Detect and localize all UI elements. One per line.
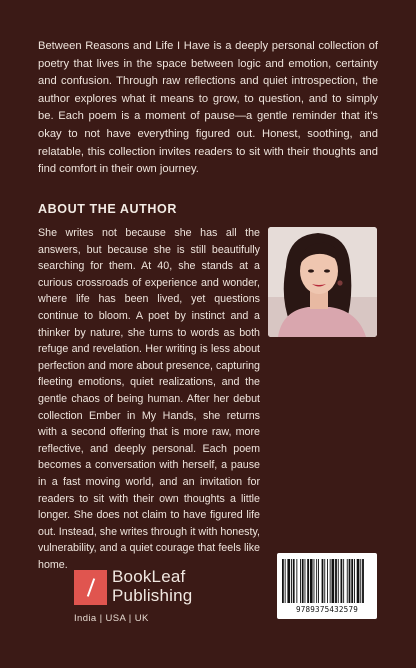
isbn-number: 9789375432579 (295, 605, 359, 614)
about-the-author-heading: ABOUT THE AUTHOR (38, 202, 177, 216)
publisher-logo-mark (74, 570, 107, 605)
author-bio: She writes not because she has all the answers, but because she is still beautifully searching for them. At 40, she stands at a curious crossroads of experience and wonder, where life has been lived, yet questions continue to bloom. A poet by instinct and a thinker by nature, she turns to words as both refuge and revelation. Her writing is less about perfection and more about presence, capturing fleeting emotions, quiet realizations, and the gentle chaos of being human. After her debut collection Ember in My Hands, she returns with a second offering that is more raw, more reflective, and deeply personal. Each poem becomes a conversation with herself, a pause in a fast moving world, and an invitation for readers to sit with their own thoughts a little longer. She does not claim to have figured life out. Instead, she writes through it with honesty, vulnerability, and a quiet courage that feels like home. (38, 227, 260, 571)
publisher-logo (74, 566, 204, 626)
book-description: Between Reasons and Life I Have is a deeply personal collection of poetry that lives in the space between logic and emotion, certainty and confusion. Through raw reflections and quiet introspection, the author explores what it means to grow, to question, and to simply be. Each poem is a moment of pause—a gentle reminder that it’s okay to not have everything figured out. Honest, soothing, and relatable, this collection invites readers to sit with their thoughts and find comfort in their own journey. (38, 40, 378, 176)
author-photo (268, 227, 377, 337)
publisher-name-line2: Publishing (112, 586, 193, 605)
isbn-barcode (277, 553, 377, 619)
author-portrait-illustration (268, 227, 377, 337)
publisher-regions: India | USA | UK (74, 613, 149, 624)
publisher-name-line1: BookLeaf (112, 567, 186, 586)
barcode-bars (282, 559, 372, 603)
